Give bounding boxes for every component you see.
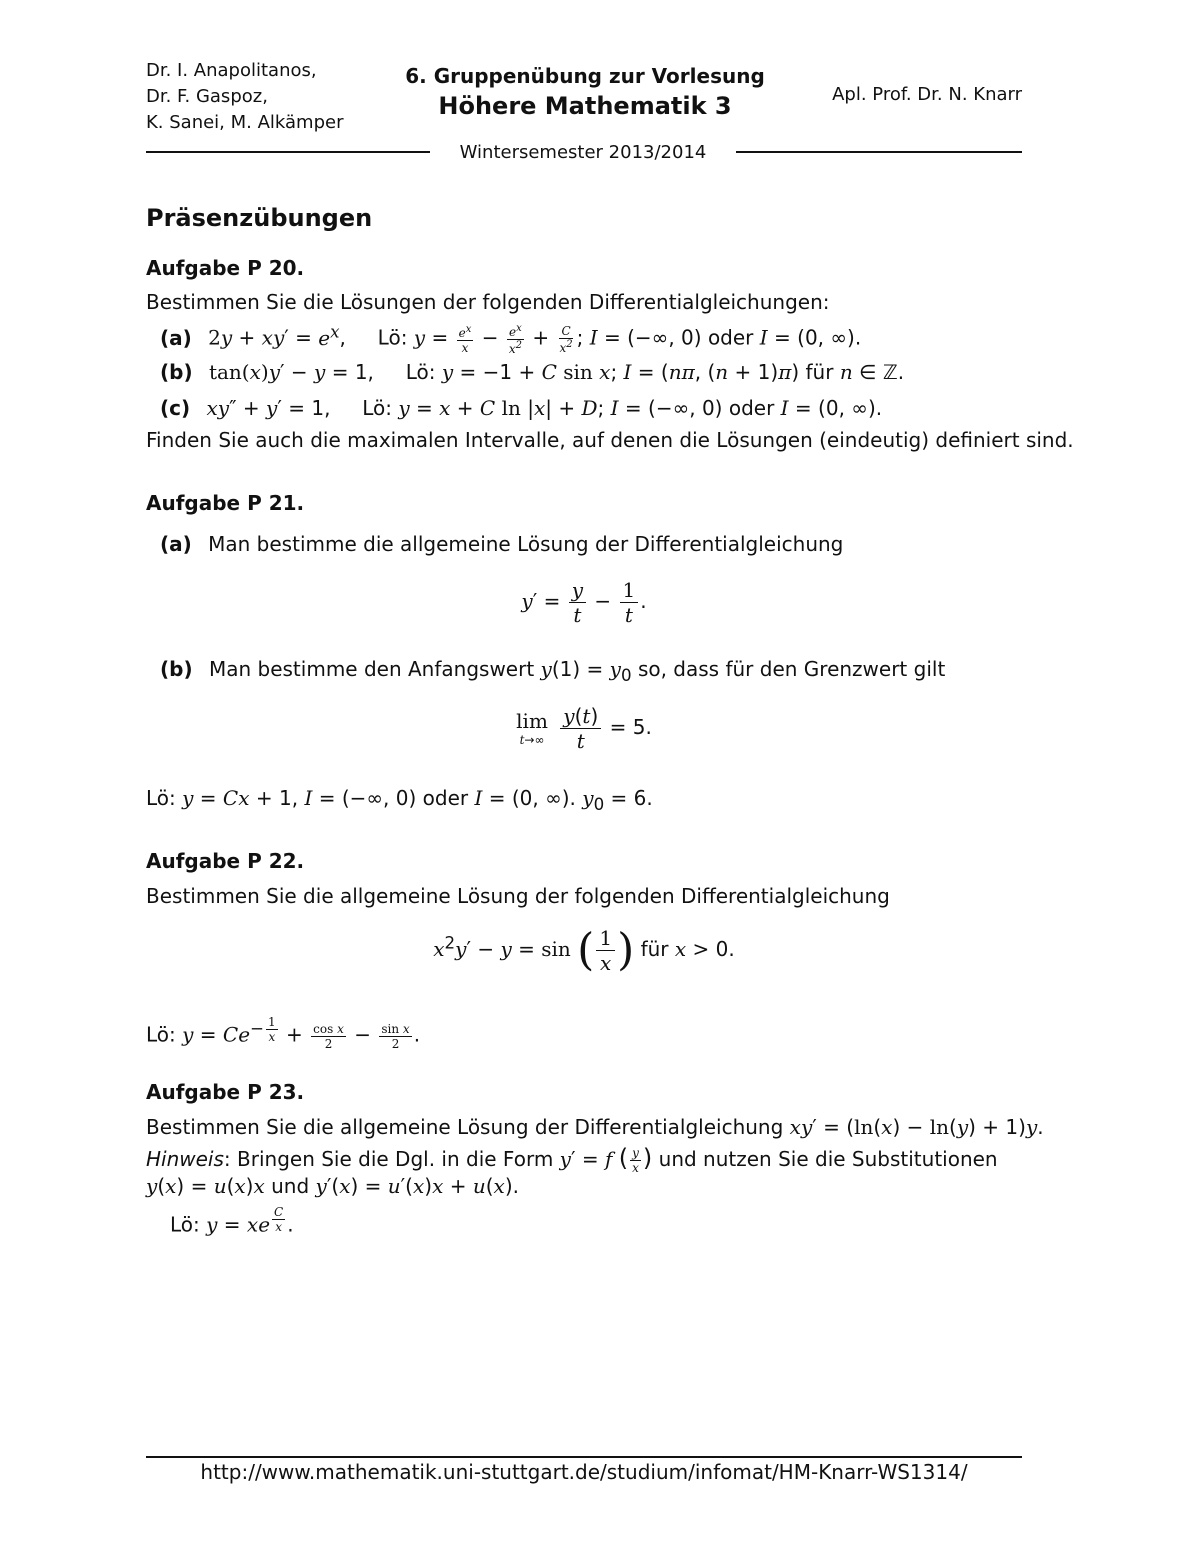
p23-solution: Lö: y = xe $^{\frac{C}{x}}$ . bbox=[170, 1205, 294, 1237]
author-line: Dr. F. Gaspoz, bbox=[146, 86, 268, 107]
author-line: K. Sanei, M. Alkämper bbox=[146, 112, 344, 133]
or-word: oder bbox=[422, 786, 469, 810]
item-label: (a) bbox=[160, 325, 192, 350]
p22-intro: Bestimmen Sie die allgemeine Lösung der folgenden Differentialgleichung bbox=[146, 884, 890, 908]
for-word: für bbox=[640, 937, 669, 961]
solution-label: Lö: bbox=[146, 786, 176, 810]
solution-label: Lö: bbox=[170, 1212, 200, 1237]
footer-url: http://www.mathematik.uni-stuttgart.de/studium/infomat/HM-Knarr-WS1314/ bbox=[200, 1460, 968, 1484]
header-rule-left bbox=[146, 151, 430, 153]
semester: Wintersemester 2013/2014 bbox=[459, 142, 707, 163]
item-label: (b) bbox=[160, 657, 193, 681]
title-line1: 6. Gruppenübung zur Vorlesung bbox=[405, 64, 765, 88]
p20-intro: Bestimmen Sie die Lösungen der folgenden Differentialgleichungen: bbox=[146, 290, 830, 314]
p21-solution: Lö: y = Cx + 1, I = (−∞, 0) oder I = (0, ∞). $y_0 = 6$. bbox=[146, 786, 653, 814]
for-word: für bbox=[805, 360, 834, 384]
solution-label: Lö: bbox=[362, 396, 392, 420]
authors-block bbox=[146, 58, 344, 136]
section-title: Präsenzübungen bbox=[146, 204, 373, 232]
p21-text-b-pre: Man bestimme den Anfangswert bbox=[208, 657, 535, 681]
p21-limit: lim t→∞ $\frac{y(t)}{t}$ = 5. bbox=[516, 704, 652, 753]
p21-text-b-post: so, dass für den Grenzwert gilt bbox=[637, 657, 946, 681]
p20-outro: Finden Sie auch die maximalen Intervalle, auf denen die Lösungen (eindeutig) definiert sind. bbox=[146, 428, 1074, 452]
header-rule-right bbox=[736, 151, 1022, 153]
p20-item-b: (b) tan(x)y′ − y = 1, Lö: y = −1 + C sin x; I = (nπ, (n + 1)π) für n ∈ ℤ. bbox=[160, 360, 905, 384]
p20-item-c: (c) xy″ + y′ = 1, Lö: y = x + C ln |x| + D; I = (−∞, 0) oder I = (0, ∞). bbox=[160, 396, 883, 420]
p22-solution: Lö: $y = Ce^{- \frac{1}{x}}$ + $\frac{\text{cos x}}{2}$ − $\frac{\text{sin x}}{2}$ . bbox=[146, 1015, 421, 1051]
item-label: (c) bbox=[160, 396, 191, 420]
professor: Apl. Prof. Dr. N. Knarr bbox=[832, 84, 1022, 105]
task-heading-p20: Aufgabe P 20. bbox=[146, 256, 305, 280]
p21-text-a: Man bestimme die allgemeine Lösung der Differentialgleichung bbox=[208, 532, 844, 556]
task-heading-p21: Aufgabe P 21. bbox=[146, 491, 305, 515]
p22-equation: $x^2y' - y = \sin$ ( $\frac{1}{x}$ ) für x > 0. bbox=[433, 924, 735, 976]
and-word: und bbox=[271, 1174, 310, 1198]
p23-intro: Bestimmen Sie die allgemeine Lösung der Differentialgleichung bbox=[146, 1115, 784, 1139]
p20-item-a: (a) $2y + xy' = e^x$, Lö: y = $\frac{e^x}{x}$ − $\frac{e^x}{x^2}$ + $\frac{C}{x^2}$ ; I = (−∞, 0) oder I = (0, ∞). bbox=[160, 322, 862, 356]
solution-label: Lö: bbox=[146, 1022, 176, 1047]
or-word: oder bbox=[707, 325, 754, 350]
p21-item-b: (b) Man bestimme den Anfangswert $y(1) = y_0$ so, dass für den Grenzwert gilt bbox=[160, 657, 946, 685]
item-label: (b) bbox=[160, 360, 193, 384]
title-block bbox=[380, 64, 790, 120]
hint-label: Hinweis bbox=[146, 1147, 224, 1171]
solution-label: Lö: bbox=[377, 325, 408, 350]
author-line: Dr. I. Anapolitanos, bbox=[146, 60, 317, 81]
hint-text: : Bringen Sie die Dgl. in die Form bbox=[223, 1147, 554, 1171]
p23-intro-line: Bestimmen Sie die allgemeine Lösung der Differentialgleichung xy′ = (ln(x) − ln(y) + 1)y. bbox=[146, 1115, 1044, 1139]
p21-item-a bbox=[160, 532, 843, 556]
task-heading-p23: Aufgabe P 23. bbox=[146, 1080, 305, 1104]
task-heading-p22: Aufgabe P 22. bbox=[146, 849, 305, 873]
item-label: (a) bbox=[160, 532, 192, 556]
p23-substitution: y(x) = u(x)x und y′(x) = u′(x)x + u(x). bbox=[146, 1174, 519, 1198]
or-word: oder bbox=[728, 396, 775, 420]
footer-rule bbox=[146, 1456, 1022, 1458]
hint-text2: und nutzen Sie die Substitutionen bbox=[658, 1147, 998, 1171]
course-title: Höhere Mathematik 3 bbox=[438, 92, 732, 120]
p23-hint-line: Hinweis: Bringen Sie die Dgl. in die Form y′ = f ( $\frac{y}{x}$ ) und nutzen Sie die Substitutionen bbox=[146, 1144, 998, 1175]
p21-equation: y′ = $\frac{y}{t}$ − $\frac{1}{t}$ . bbox=[521, 578, 647, 627]
solution-label: Lö: bbox=[405, 360, 436, 384]
